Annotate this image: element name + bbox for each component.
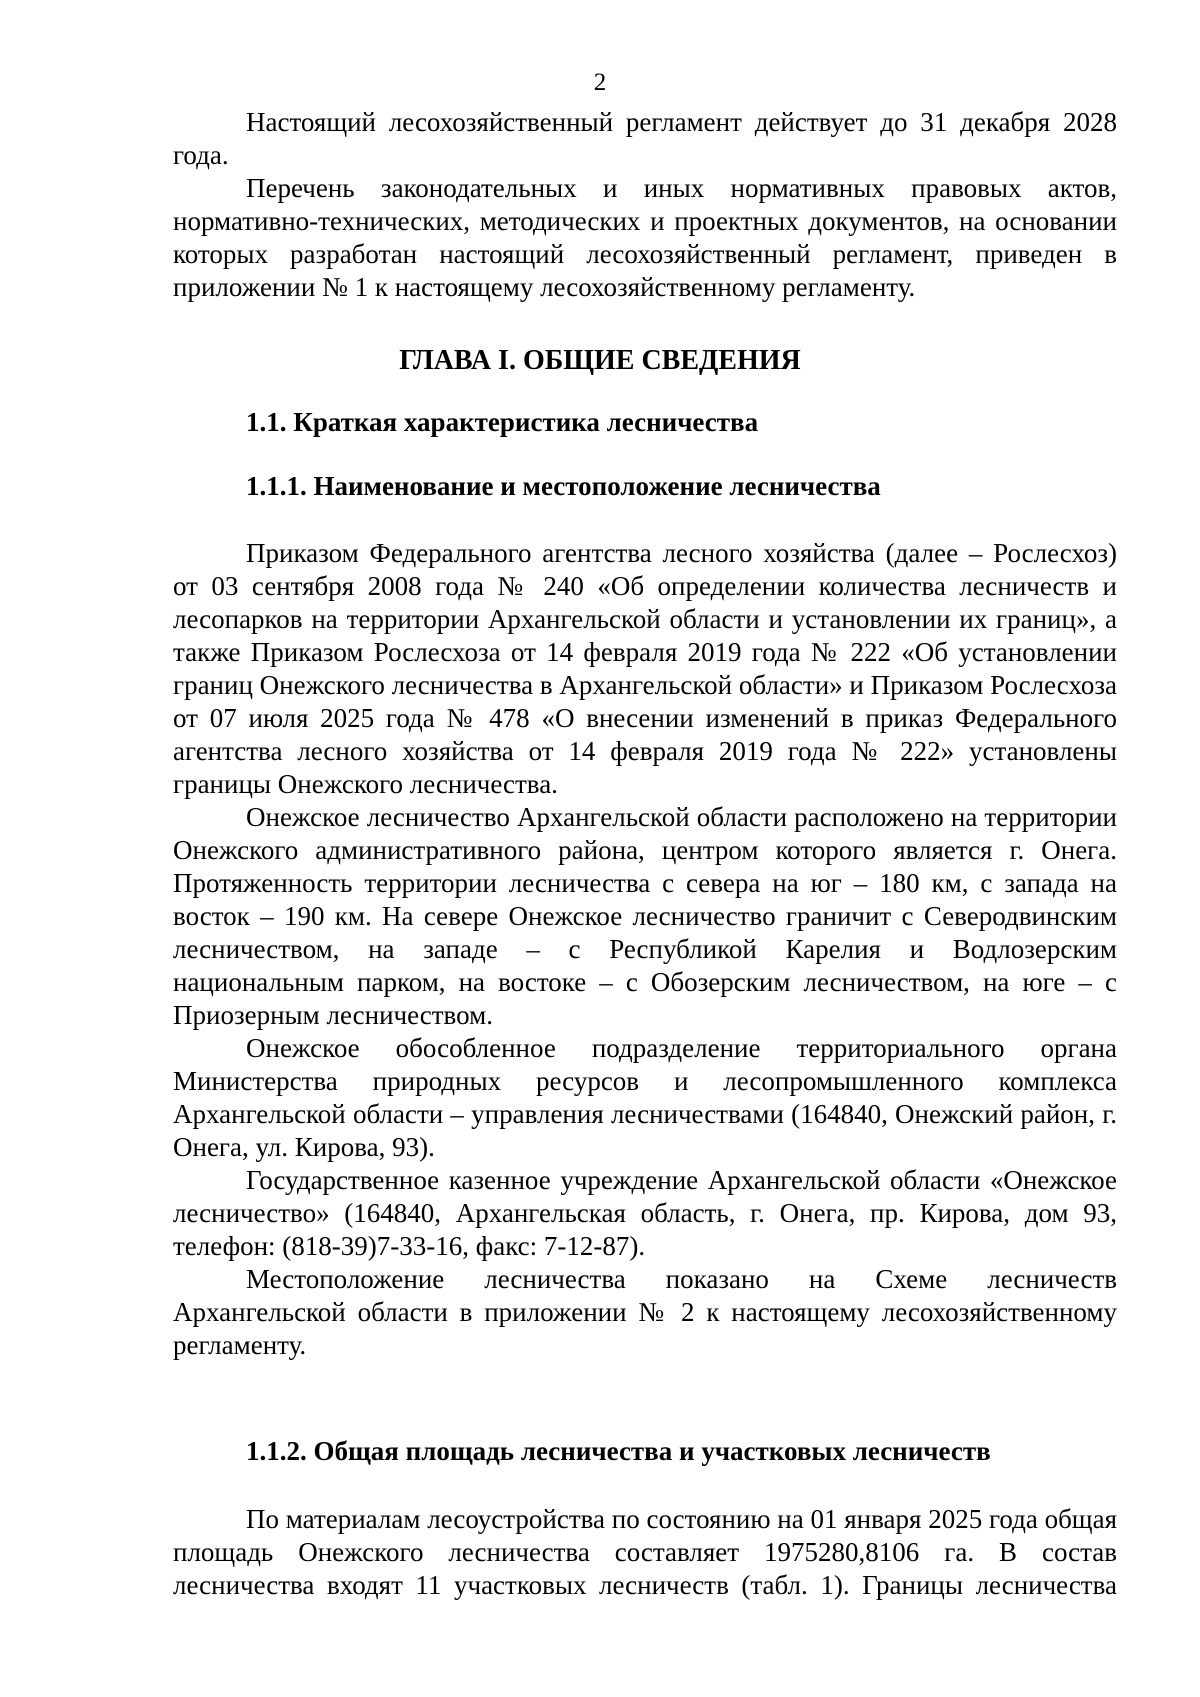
- section-1-1-2-body: [173, 1503, 1117, 1602]
- paragraph-institution: Государственное казенное учреждение Архангельской области «Онежское лесничество» (164840, Архангельская область, г. Онега, пр. Кирова, дом 93, телефон: (818-39)7-33-16, факс: 7-12-87).: [173, 1165, 1117, 1261]
- paragraph-location: Онежское лесничество Архангельской области расположено на территории Онежского административного района, центром которого является г. Онега. Протяженность территории лесничества с севера на юг – 180 км, с запада на восток – 190 км. На севере Онежское лесничество граничит с Северодвинским лесничеством, на западе – с Республикой Карелия и Водлозерским национальным парком, на востоке – с Обозерским лесничеством, на юге – с Приозерным лесничеством.: [173, 802, 1117, 1030]
- intro-paragraph-2: Перечень законодательных и иных нормативных правовых актов, нормативно-технических, методических и проектных документов, на основании которых разработан настоящий лесохозяйственный регламент, приведен в приложении № 1 к настоящему лесохозяйственному регламенту.: [173, 173, 1117, 302]
- paragraph-subdivision: Онежское обособленное подразделение территориального органа Министерства природных ресурсов и лесопромышленного комплекса Архангельской области – управления лесничествами (164840, Онежский район, г. Онега, ул. Кирова, 93).: [173, 1033, 1117, 1162]
- page-number: 2: [593, 69, 607, 96]
- chapter-title: ГЛАВА I. ОБЩИЕ СВЕДЕНИЯ: [399, 345, 801, 376]
- paragraph-order-boundaries: Приказом Федерального агентства лесного хозяйства (далее – Рослесхоз) от 03 сентября 2008 года № 240 «Об определении количества лесничеств и лесопарков на территории Архангельской области и установлении их границ», а также Приказом Рослесхоза от 14 февраля 2019 года № 222 «Об установлении границ Онежского лесничества в Архангельской области» и Приказом Рослесхоза от 07 июля 2025 года № 478 «О внесении изменений в приказ Федерального агентства лесного хозяйства от 14 февраля 2019 года № 222» установлены границы Онежского лесничества.: [173, 538, 1117, 799]
- paragraph-scheme-reference: Местоположение лесничества показано на Схеме лесничеств Архангельской области в приложении № 2 к настоящему лесохозяйственному регламенту.: [173, 1264, 1117, 1360]
- intro-paragraph-1: Настоящий лесохозяйственный регламент действует до 31 декабря 2028 года.: [173, 107, 1117, 170]
- paragraph-total-area: По материалам лесоустройства по состоянию на 01 января 2025 года общая площадь Онежского лесничества составляет 1975280,8106 га. В состав лесничества входят 11 участковых лесничеств (табл. 1). Границы лесничества: [173, 1504, 1117, 1600]
- intro-block: [173, 106, 1117, 304]
- section-1-1-2-title: 1.1.2. Общая площадь лесничества и участковых лесничеств: [246, 1436, 991, 1466]
- section-1-1-1-body: [173, 537, 1117, 1362]
- section-1-1-title: 1.1. Краткая характеристика лесничества: [246, 407, 759, 437]
- section-1-1-1-title: 1.1.1. Наименование и местоположение лесничества: [246, 471, 881, 501]
